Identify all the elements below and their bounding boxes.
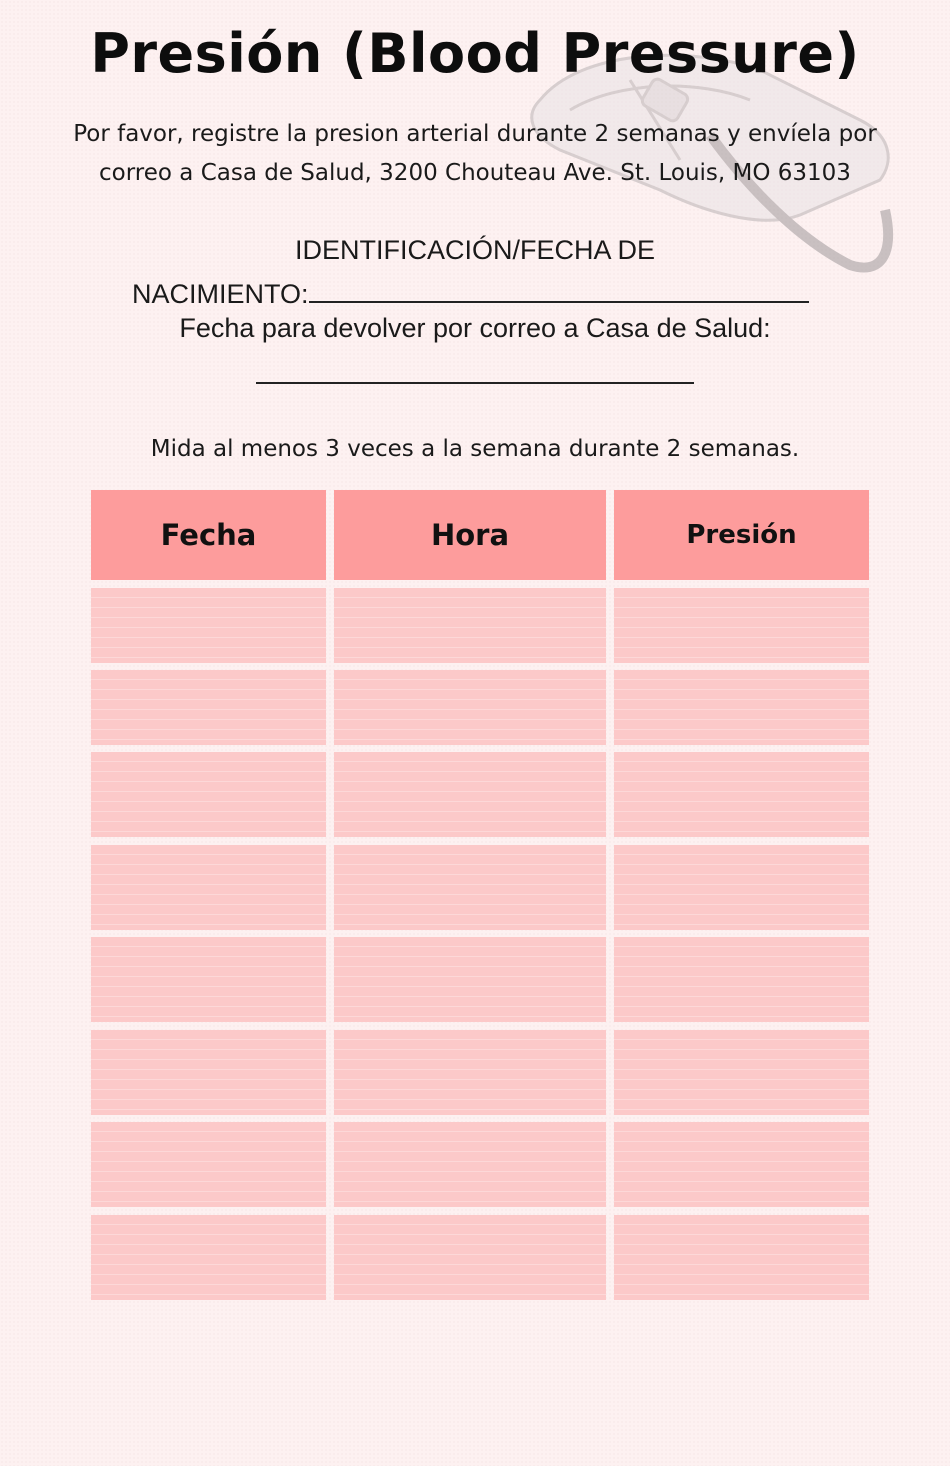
- table-cell-fecha[interactable]: [91, 1122, 326, 1207]
- table-cell-hora[interactable]: [334, 752, 606, 837]
- table-cell-presion[interactable]: [614, 845, 869, 930]
- table-header-hora: Hora: [334, 490, 606, 580]
- table-header-fecha: Fecha: [91, 490, 326, 580]
- table-cell-hora[interactable]: [334, 670, 606, 745]
- page-title: Presión (Blood Pressure): [90, 22, 860, 85]
- table-cell-fecha[interactable]: [91, 752, 326, 837]
- table-cell-presion[interactable]: [614, 588, 869, 663]
- return-date-label: Fecha para devolver por correo a Casa de Salud:: [179, 313, 771, 343]
- table-cell-presion[interactable]: [614, 1122, 869, 1207]
- id-field-blank[interactable]: [309, 275, 809, 303]
- table-cell-fecha[interactable]: [91, 937, 326, 1022]
- table-header-presion: Presión: [614, 490, 869, 580]
- table-cell-hora[interactable]: [334, 588, 606, 663]
- blood-pressure-log-table: [91, 490, 869, 1300]
- table-cell-hora[interactable]: [334, 1030, 606, 1115]
- table-cell-hora[interactable]: [334, 1122, 606, 1207]
- table-cell-fecha[interactable]: [91, 845, 326, 930]
- table-cell-presion[interactable]: [614, 670, 869, 745]
- table-cell-fecha[interactable]: [91, 670, 326, 745]
- id-field-row: [132, 275, 809, 310]
- table-cell-hora[interactable]: [334, 1215, 606, 1300]
- table-cell-fecha[interactable]: [91, 1215, 326, 1300]
- table-cell-presion[interactable]: [614, 1030, 869, 1115]
- table-cell-hora[interactable]: [334, 937, 606, 1022]
- table-cell-presion[interactable]: [614, 937, 869, 1022]
- return-date-blank[interactable]: [256, 382, 694, 384]
- table-cell-fecha[interactable]: [91, 1030, 326, 1115]
- instructions-text: Por favor, registre la presion arterial durante 2 semanas y envíela por correo a Casa de Salud, 3200 Chouteau Ave. St. Louis, MO 63103: [73, 121, 877, 186]
- table-cell-hora[interactable]: [334, 845, 606, 930]
- id-field-label-continued: NACIMIENTO:: [132, 279, 309, 309]
- id-field-label: IDENTIFICACIÓN/FECHA DE: [294, 235, 656, 265]
- table-cell-presion[interactable]: [614, 1215, 869, 1300]
- table-cell-presion[interactable]: [614, 752, 869, 837]
- measure-note: Mida al menos 3 veces a la semana durante 2 semanas.: [150, 436, 800, 462]
- table-cell-fecha[interactable]: [91, 588, 326, 663]
